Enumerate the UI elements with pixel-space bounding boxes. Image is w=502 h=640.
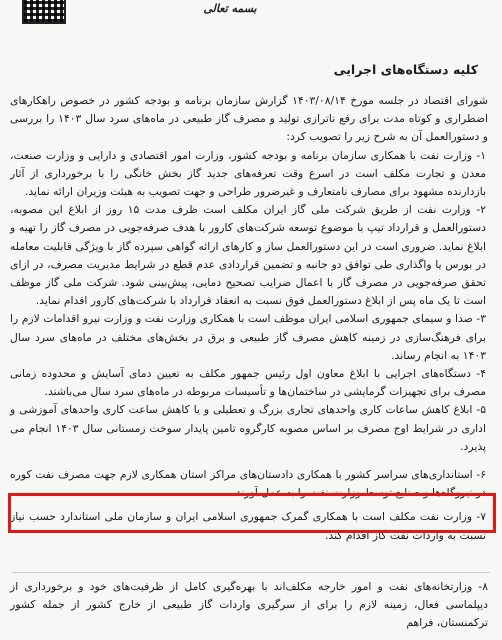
decree-item-7: ۷- وزارت نفت مکلف است با همکاری گمرک جمهوری اسلامی ایران و سازمان ملی استاندارد حسب نیاز نسبت به واردات نفت گاز اقدام کند. [10,510,486,542]
intro-paragraph: شورای اقتصاد در جلسه مورخ ۱۴۰۳/۰۸/۱۴ گزارش سازمان برنامه و بودجه کشور در خصوص راهکارهای اضطراری و کوتاه مدت برای رفع ناترازی تولید و مصرف گاز طبیعی در ماه‌های سرد سال ۱۴۰۳ را بررسی و دستورالعمل آن به شرح زیر را تصویب کرد: [10,94,488,144]
decree-item-1: ۱- وزارت نفت با همکاری سازمان برنامه و بودجه کشور، وزارت امور اقتصادی و دارایی و وزارت صنعت، معدن و تجارت مکلف است در اسرع وقت تعرفه‌های جدید گاز بخش خانگی را با برخورداری از آثار بازدارنده مشهود برای مصارف نامتعارف و غیرضرور طراحی و جهت تصویب به هیئت وزیران ارائه نماید. [10,148,486,199]
decree-item-3: ۳- صدا و سیمای جمهوری اسلامی ایران موظف است با همکاری وزارت نفت و وزارت نیرو اقدامات لازم را برای فرهنگ‌سازی در زمینه کاهش مصرف گاز طبیعی و برق در بخش‌های مختلف در ماه‌های سرد سال ۱۴۰۳ به انجام رساند. [10,312,486,362]
decree-item-8: ۸- وزارتخانه‌های نفت و امور خارجه مکلف‌اند با بهره‌گیری کامل از ظرفیت‌های خود و برخورداری از دیپلماسی فعال، زمینه لازم را برای از سرگیری واردات گاز طبیعی از خارج کشور از جمله کشور ترکمنستان، فراهم [10,580,488,630]
decree-item-4: ۴- دستگاه‌های اجرایی با ابلاغ معاون اول رئیس جمهور مکلف به تعیین دمای آسایش و محدوده زمانی مصرف برای تجهیزات گرمایشی در ساختمان‌ها و تأسیسات مربوطه در ماه‌های سرد سال می‌باشند. [10,367,486,399]
bismillah-heading: بسمه تعالی [203,2,257,15]
qr-code-icon [22,0,66,24]
page-divider [12,572,490,573]
decree-item-5: ۵- ابلاغ کاهش ساعات کاری واحدهای تجاری بزرگ و تعطیلی و یا کاهش ساعت کاری واحدهای آموزشی و اداری در شرایط اوج مصرف بر اساس مصوبه کارگروه تامین پایدار سوخت زمستانی سال ۱۴۰۳ انجام می پذیرد. [10,403,486,453]
addressee-heading: کلیه دستگاه‌های اجرایی [333,62,478,77]
decree-body [10,92,488,545]
decree-item-6: ۶- استانداری‌های سراسر کشور با همکاری دادستان‌های مراکز استان همکاری لازم جهت مصرف نفت کوره در نیروگاه‌ها و صنایع توسط وزارت نفت را به عمل آورند. [10,468,486,500]
decree-item-2: ۲- وزارت نفت از طریق شرکت ملی گاز ایران مکلف است ظرف مدت ۱۵ روز از ابلاغ این مصوبه، دستورالعمل و قرارداد تیپ با موضوع توسعه شرکت‌های کارور با هدف صرفه‌جویی در مصرف گاز را تهیه و ابلاغ نماید. ضروری است در این دستورالعمل ساز و کارهای ارائه گواهی سپرده گاز با ویژگی قابلیت معامله در بورس یا واگذاری طی توافق دو جانبه و تضمین قراردادی عدم قطع در شرایط مدیریت مصرف، در ازای تحقق صرفه‌جویی در مصرف گاز با اعمال ضرایب تصحیح دمایی، پیش‌بینی شود. شرکت ملی گاز موظف است تا یک ماه پس از ابلاغ دستورالعمل فوق نسبت به انعقاد قرارداد با شرکت‌های کارور اقدام نماید. [10,203,486,308]
item-6-highlight-box [8,493,496,533]
